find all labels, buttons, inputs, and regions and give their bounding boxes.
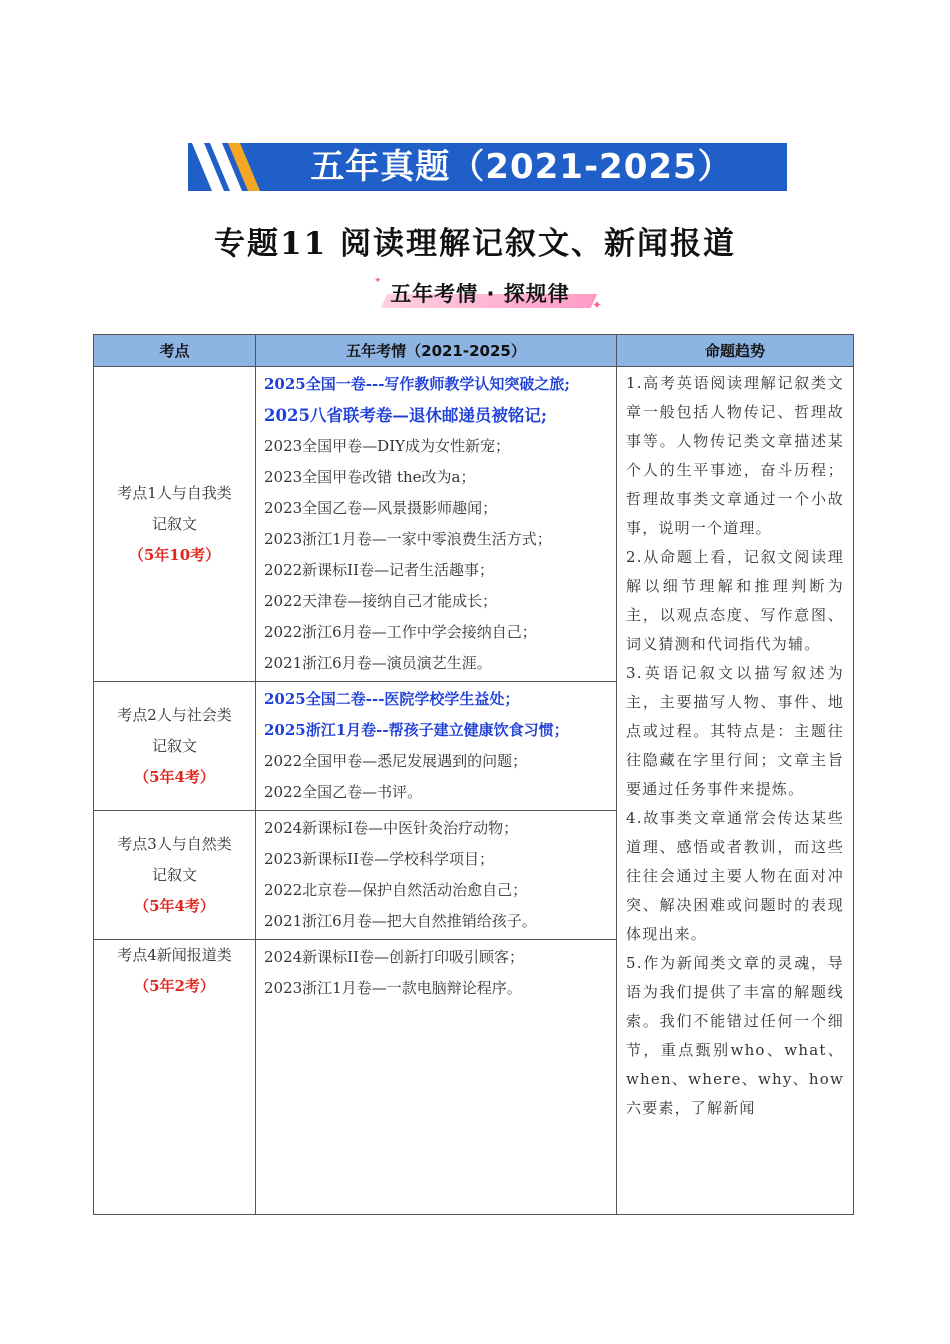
sparkle-icon: ✦: [592, 298, 603, 312]
history-cell: [256, 682, 617, 811]
list-item: 2025八省联考卷—退休邮递员被铭记;: [264, 406, 548, 425]
point-cell: [94, 682, 256, 811]
list-item: 2023全国乙卷—风景摄影师趣闻；: [264, 499, 498, 517]
stripes-decoration-icon: [188, 143, 278, 191]
trend-paragraph: 1.高考英语阅读理解记叙类文章一般包括人物传记、哲理故事等。人物传记类文章描述某个人的生平事迹，奋斗历程；哲理故事类文章通过一个小故事，说明一个道理。: [626, 374, 844, 537]
point-cell: [94, 811, 256, 940]
list-item: 2025全国二卷---医院学校学生益处；: [264, 690, 520, 708]
point-label: 记叙文: [151, 736, 197, 755]
subtitle-block: [370, 276, 610, 316]
sparkle-icon: ✦: [374, 276, 382, 286]
banner-title: 五年真题（2021-2025）: [310, 147, 733, 187]
point-label: 考点2人与社会类: [117, 705, 232, 724]
list-item: 2024新课标I卷—中医针灸治疗动物；: [264, 819, 519, 837]
point-label: 考点4新闻报道类: [117, 946, 232, 964]
list-item: 2023全国甲卷改错 the改为a；: [264, 468, 476, 486]
point-label: 考点3人与自然类: [117, 834, 232, 853]
trend-cell: [617, 367, 854, 1215]
history-cell: [256, 940, 617, 1215]
point-cell: [94, 367, 256, 682]
point-label: 考点1人与自我类: [117, 483, 232, 502]
subtitle: 五年考情 · 探规律: [390, 282, 570, 306]
list-item: 2023浙江1月卷—一家中零浪费生活方式；: [264, 530, 552, 548]
exam-count: （5年2考）: [134, 977, 215, 995]
list-item: 2022全国乙卷—书评。: [264, 783, 423, 801]
table-row: [94, 367, 854, 682]
list-item: 2022天津卷—接纳自己才能成长；: [264, 592, 498, 610]
header-cell: 考点: [94, 335, 256, 367]
header-cell: 命题趋势: [617, 335, 854, 367]
exam-table: [93, 334, 854, 1215]
list-item: 2025全国一卷---写作教师教学认知突破之旅;: [264, 375, 570, 393]
header-cell: 五年考情（2021-2025）: [256, 335, 617, 367]
list-item: 2023新课标II卷—学校科学项目；: [264, 850, 495, 868]
point-cell: [94, 940, 256, 1215]
list-item: 2023全国甲卷—DIY成为女性新宠；: [264, 437, 511, 455]
list-item: 2023浙江1月卷—一款电脑辩论程序。: [264, 979, 522, 997]
list-item: 2025浙江1月卷--帮孩子建立健康饮食习惯；: [264, 721, 569, 739]
exam-count: （5年10考）: [128, 545, 221, 564]
history-cell: [256, 367, 617, 682]
trend-paragraph: 2.从命题上看，记叙文阅读理解以细节理解和推理判断为主，以观点态度、写作意图、词义猜测和代词指代为辅。: [626, 548, 844, 653]
list-item: 2022全国甲卷—悉尼发展遇到的问题；: [264, 752, 528, 770]
trend-paragraph: 5.作为新闻类文章的灵魂，导语为我们提供了丰富的解题线索。我们不能错过任何一个细节，重点甄别who、what、when、where、why、how六要素，了解新闻: [626, 954, 844, 1117]
list-item: 2024新课标II卷—创新打印吸引顾客；: [264, 948, 525, 966]
table-header-row: [94, 335, 854, 367]
list-item: 2021浙江6月卷—演员演艺生涯。: [264, 654, 492, 672]
page-title: 专题11 阅读理解记叙文、新闻报道: [214, 226, 736, 262]
history-cell: [256, 811, 617, 940]
title-banner: [188, 143, 787, 191]
list-item: 2022新课标II卷—记者生活趣事；: [264, 561, 495, 579]
exam-count: （5年4考）: [134, 896, 215, 915]
list-item: 2022北京卷—保护自然活动治愈自己；: [264, 881, 528, 899]
point-label: 记叙文: [151, 865, 197, 884]
list-item: 2022浙江6月卷—工作中学会接纳自己；: [264, 623, 537, 641]
list-item: 2021浙江6月卷—把大自然推销给孩子。: [264, 912, 537, 930]
point-label: 记叙文: [151, 514, 197, 533]
trend-paragraph: 3.英语记叙文以描写叙述为主，主要描写人物、事件、地点或过程。其特点是：主题往往隐藏在字里行间；文章主旨要通过任务事件来提炼。: [626, 664, 844, 798]
exam-count: （5年4考）: [134, 767, 215, 786]
trend-paragraph: 4.故事类文章通常会传达某些道理、感悟或者教训，而这些往往会通过主要人物在面对冲突、解决困难或问题时的表现体现出来。: [626, 809, 844, 943]
